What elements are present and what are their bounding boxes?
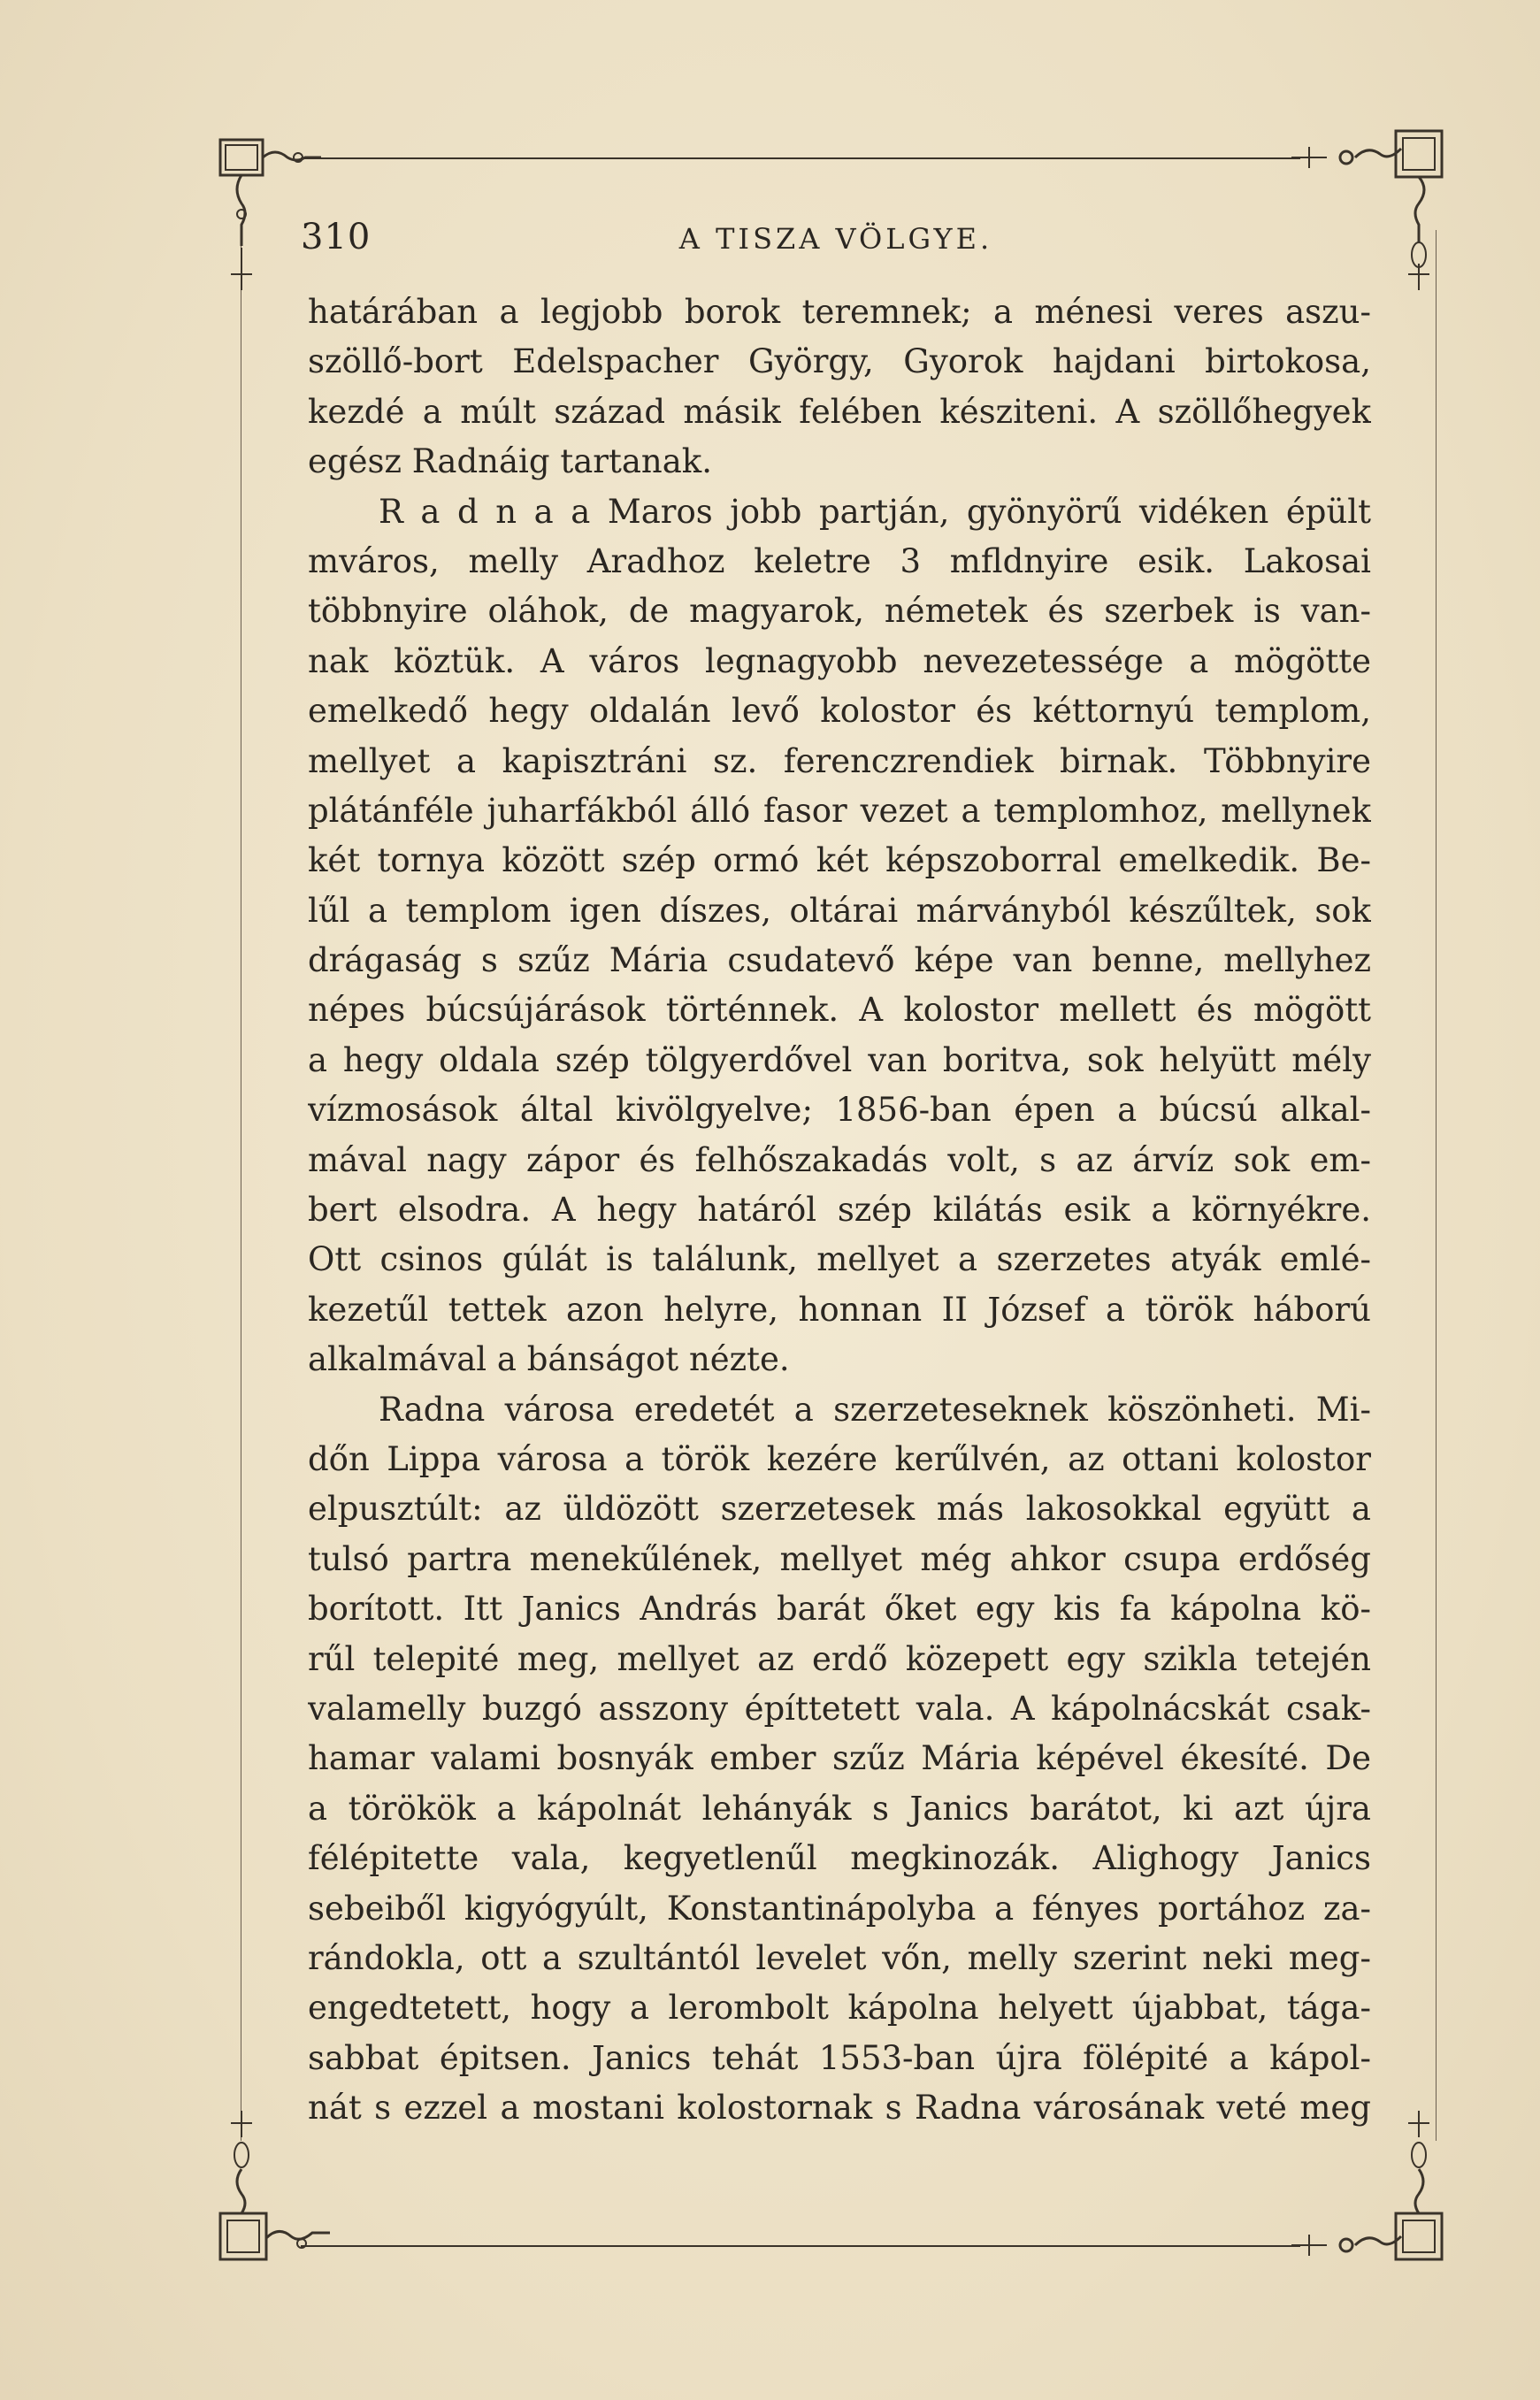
text-line: bert elsodra. A hegy határól szép kilátás esik a környékre. (308, 1191, 1371, 1230)
text-line: félépitette vala, kegyetlenűl megkinozák. Alighogy Janics (308, 1839, 1371, 1878)
text-line: a törökök a kápolnát lehányák s Janics barátot, ki azt újra (308, 1789, 1371, 1828)
right-rule (1436, 230, 1437, 2141)
text-line: emelkedő hegy oldalán levő kolostor és kéttornyú templom, (308, 692, 1371, 731)
page-number: 310 (301, 217, 372, 257)
text-line: sebeiből kigyógyúlt, Konstantinápolyba a fényes portához za- (308, 1889, 1371, 1928)
text-line: elpusztúlt: az üldözött szerzetesek más lakosokkal együtt a (308, 1490, 1371, 1529)
text-line: drágaság s szűz Mária csudatevő képe van benne, mellyhez (308, 941, 1371, 980)
text-line: két tornya között szép ormó két képszoborral emelkedik. Be- (308, 841, 1371, 880)
text-line: borított. Itt Janics András barát őket egy kis fa kápolna kö- (308, 1590, 1371, 1629)
text-line: engedtetett, hogy a lerombolt kápolna helyett újabbat, tága- (308, 1989, 1371, 2028)
text-line: határában a legjobb borok teremnek; a ménesi veres aszu- (308, 293, 1371, 331)
text-line: a hegy oldala szép tölgyerdővel van boritva, sok helyütt mély (308, 1040, 1371, 1079)
text-line: valamelly buzgó asszony építtetett vala. A kápolnácskát csak- (308, 1689, 1371, 1728)
text-line: mváros, melly Aradhoz keletre 3 mfldnyire esik. Lakosai (308, 541, 1371, 580)
body-text (308, 288, 1371, 2133)
paragraph-start-line: R a d n a a Maros jobb partján, gyönyörű vidéken épült (379, 492, 1371, 531)
text-line: többnyire oláhok, de magyarok, németek és szerbek is van- (308, 592, 1371, 631)
text-line: lűl a templom igen díszes, oltárai márványból készűltek, sok (308, 891, 1371, 930)
running-title: A TISZA VÖLGYE. (678, 222, 993, 256)
text-line: plátánféle juharfákból álló fasor vezet a templomhoz, mellynek (308, 791, 1371, 830)
text-line: mellyet a kapisztráni sz. ferenczrendiek birnak. Többnyire (308, 741, 1371, 780)
text-line: nak köztük. A város legnagyobb nevezetessége a mögötte (308, 641, 1371, 680)
text-line: rűl telepité meg, mellyet az erdő közepett egy szikla tetején (308, 1639, 1371, 1678)
text-line: népes búcsújárások történnek. A kolostor mellett és mögött (308, 991, 1371, 1030)
text-line: kezetűl tettek azon helyre, honnan II József a török háború (308, 1290, 1371, 1329)
text-line: egész Radnáig tartanak. (308, 442, 712, 481)
text-line: kezdé a múlt század másik felében késziteni. A szöllőhegyek (308, 392, 1371, 431)
text-line: nát s ezzel a mostani kolostornak s Radna városának veté meg (308, 2089, 1371, 2128)
text-line: vízmosások által kivölgyelve; 1856-ban épen a búcsú alkal- (308, 1091, 1371, 1130)
paragraph-start-line: Radna városa eredetét a szerzeteseknek köszönheti. Mi- (379, 1390, 1371, 1429)
bottom-rule (301, 2245, 1300, 2247)
text-line: tulsó partra menekűlének, mellyet még ahkor csupa erdőség (308, 1539, 1371, 1578)
text-line: Ott csinos gúlát is találunk, mellyet a szerzetes atyák emlé- (308, 1240, 1371, 1279)
text-line: mával nagy zápor és felhőszakadás volt, s az árvíz sok em- (308, 1140, 1371, 1179)
text-line: szöllő-bort Edelspacher György, Gyorok hajdani birtokosa, (308, 342, 1371, 381)
text-line: dőn Lippa városa a török kezére kerűlvén, az ottani kolostor (308, 1439, 1371, 1478)
text-line: hamar valami bosnyák ember szűz Mária képével ékesíté. De (308, 1739, 1371, 1778)
top-rule (301, 157, 1300, 159)
text-line: alkalmával a bánságot nézte. (308, 1340, 790, 1379)
text-line: sabbat épitsen. Janics tehát 1553-ban újra fölépité a kápol- (308, 2038, 1371, 2077)
text-line: rándokla, ott a szultántól levelet vőn, melly szerint neki meg- (308, 1938, 1371, 1977)
running-header (301, 217, 1371, 270)
